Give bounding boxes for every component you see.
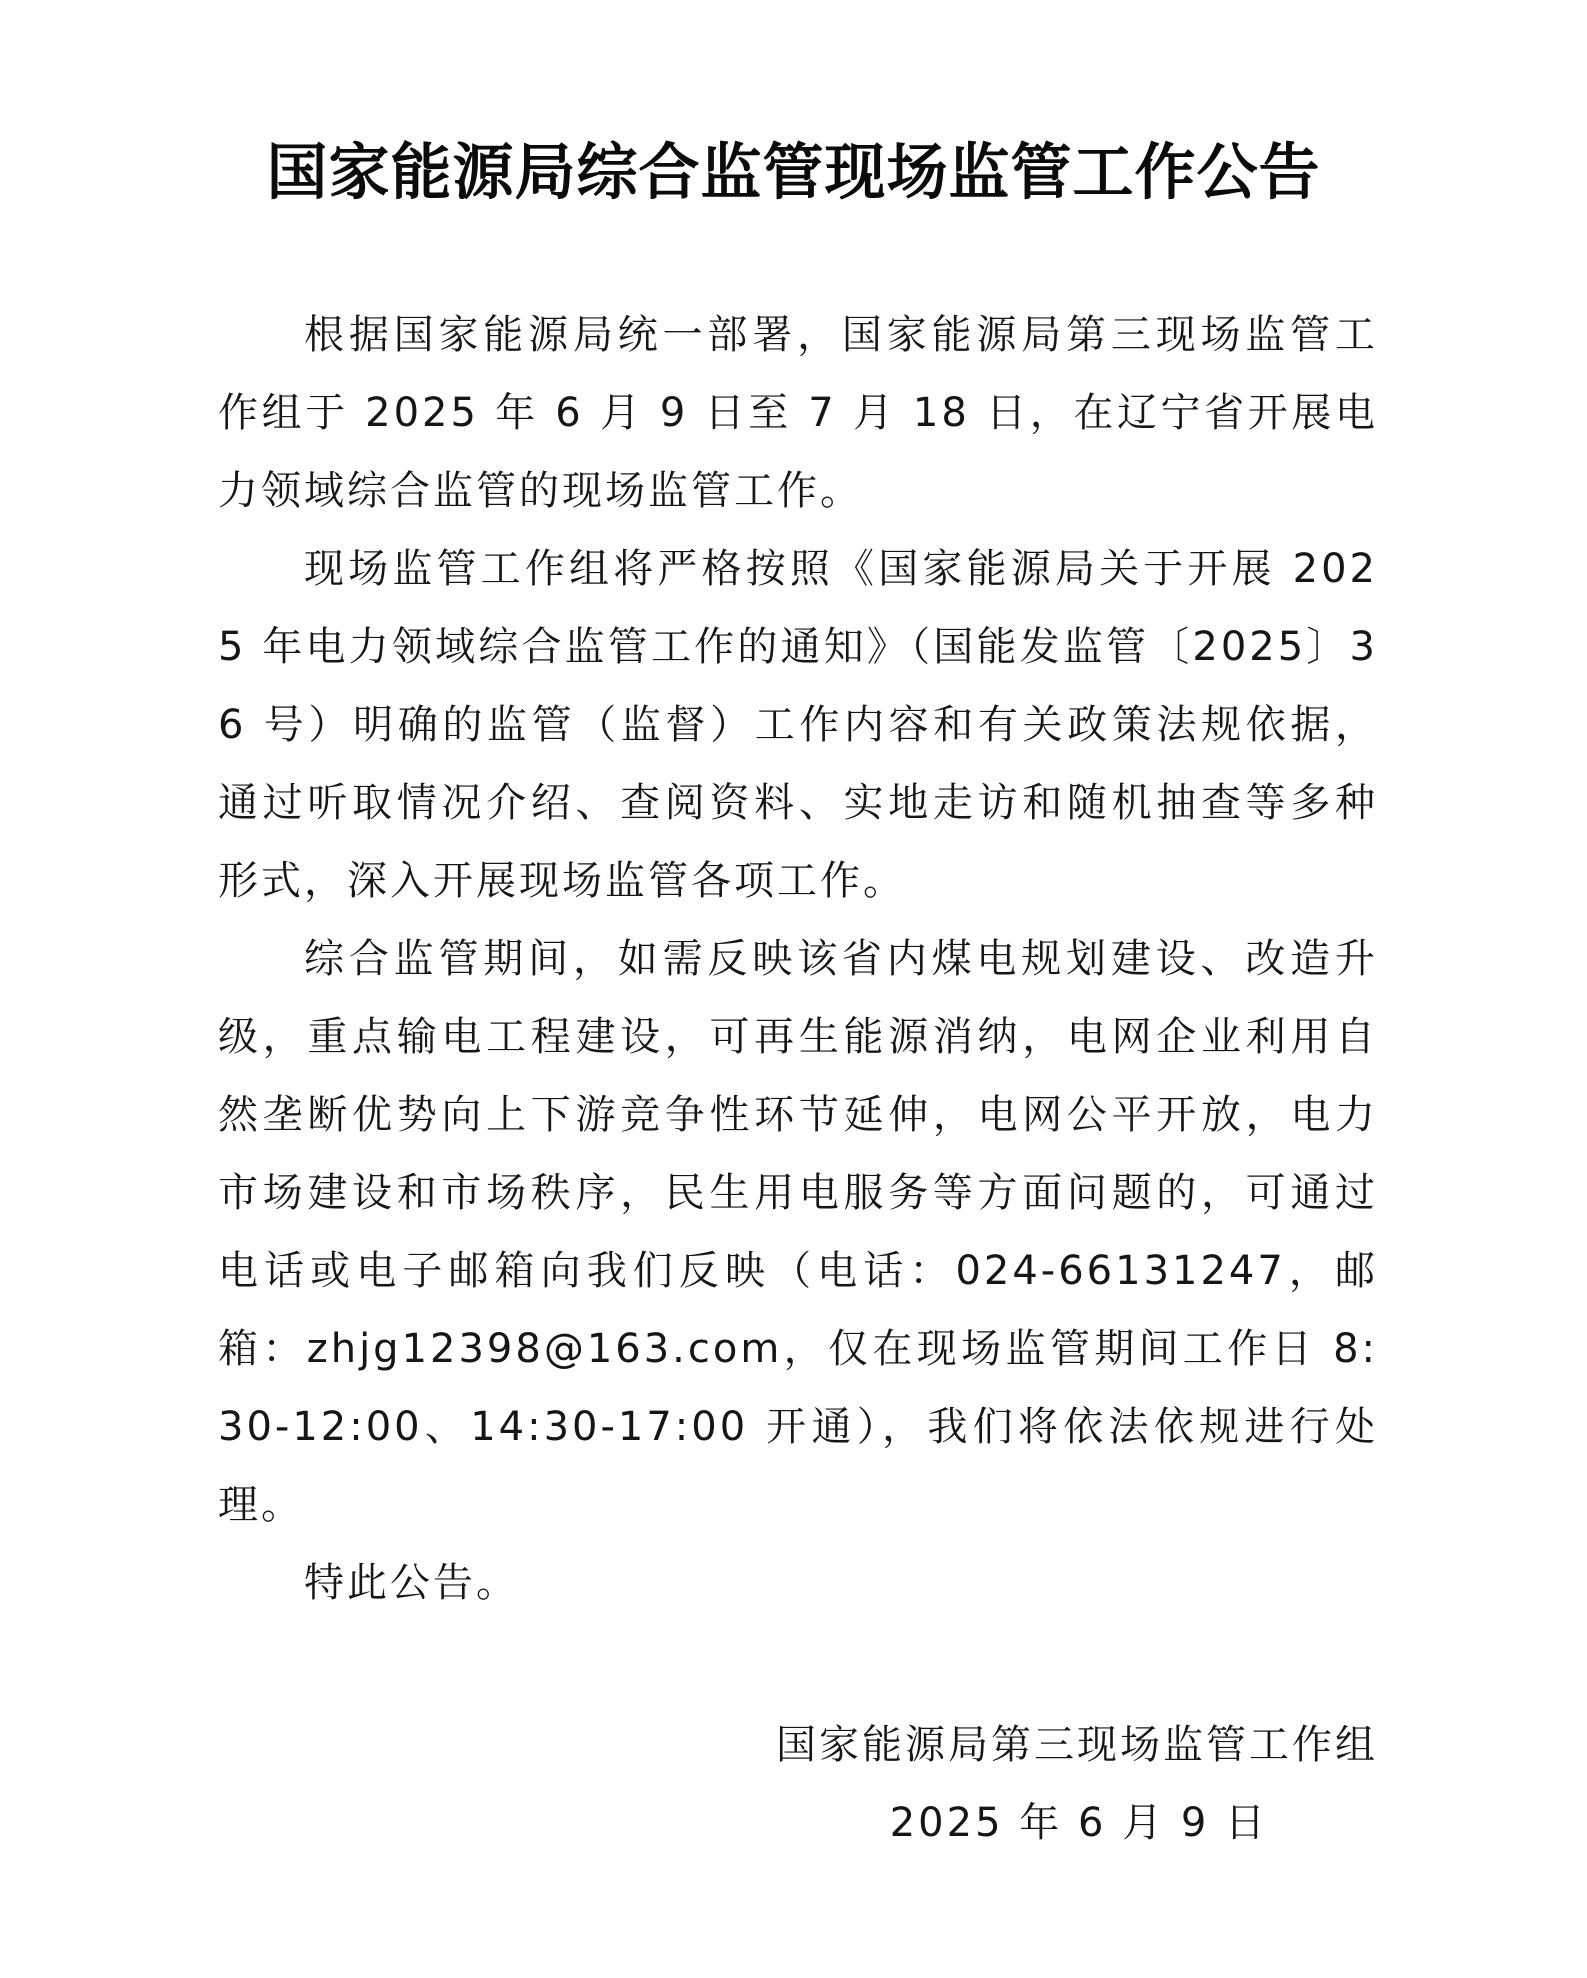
paragraph-deployment: 根据国家能源局统一部署，国家能源局第三现场监管工作组于 2025 年 6 月 9 日至 7 月 18 日，在辽宁省开展电力领域综合监管的现场监管工作。 [218, 312, 1378, 514]
signature-organization: 国家能源局第三现场监管工作组 [776, 1722, 1378, 1768]
paragraph-contact-info: 综合监管期间，如需反映该省内煤电规划建设、改造升级，重点输电工程建设，可再生能源消纳，电网企业利用自然垄断优势向上下游竞争性环节延伸，电网公平开放，电力市场建设和市场秩序，民生用电服务等方面问题的，可通过电话或电子邮箱向我们反映（电话：024-66131247，邮箱：zhjg12398@163.com，仅在现场监管期间工作日 8:30-12:00、14:30-17:00 开通），我们将依法依规进行处理。 [218, 936, 1378, 1528]
signature-date: 2025 年 6 月 9 日 [889, 1800, 1268, 1846]
document-title: 国家能源局综合监管现场监管工作公告 [266, 137, 1321, 208]
paragraph-work-content: 现场监管工作组将严格按照《国家能源局关于开展 2025 年电力领域综合监管工作的通知》（国能发监管〔2025〕36 号）明确的监管（监督）工作内容和有关政策法规依据，通过听取情况介绍、查阅资料、实地走访和随机抽查等多种形式，深入开展现场监管各项工作。 [218, 546, 1378, 904]
document-body [218, 296, 1378, 1622]
paragraph-closing: 特此公告。 [304, 1560, 519, 1606]
signature-block [218, 1706, 1378, 1862]
